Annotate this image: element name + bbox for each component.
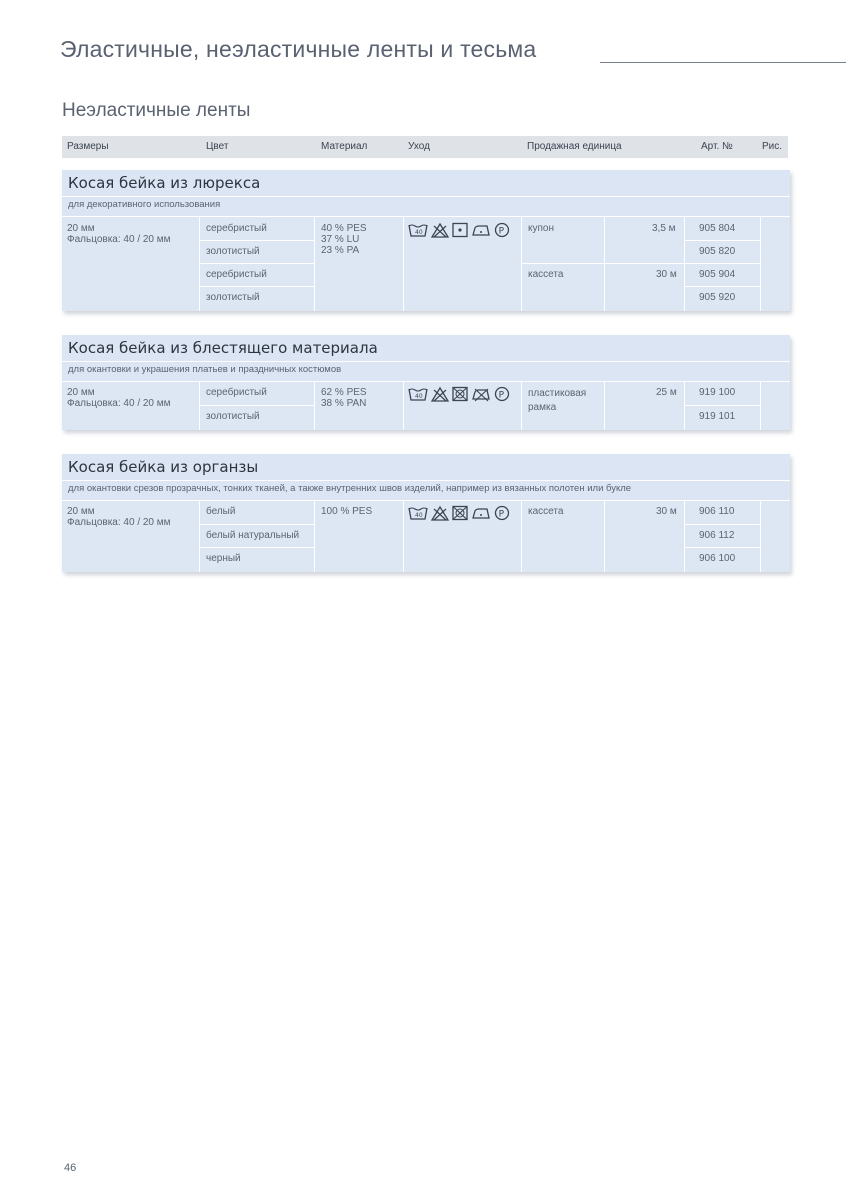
no-tumble-dry-icon xyxy=(452,505,468,521)
color-cell: серебристый xyxy=(206,387,267,398)
column-header-row xyxy=(62,136,788,158)
column-header-figure: Рис. xyxy=(762,141,783,152)
color-cell: белый xyxy=(206,506,236,517)
material-line: 62 % PES xyxy=(321,387,367,398)
sale-length: 25 м xyxy=(656,387,677,398)
no-bleach-icon xyxy=(431,505,449,521)
section-title: Неэластичные ленты xyxy=(62,100,251,121)
color-cell: серебристый xyxy=(206,223,267,234)
svg-text:P: P xyxy=(498,226,505,237)
product-title: Косая бейка из блестящего материала xyxy=(68,339,378,357)
color-cell: золотистый xyxy=(206,411,260,422)
product-subtitle: для окантовки срезов прозрачных, тонких тканей, а также внутренних швов изделий, например из вязанных полотен или букле xyxy=(62,480,790,500)
sale-unit: пластиковая рамка xyxy=(528,388,587,413)
article-number: 919 100 xyxy=(699,387,736,398)
material-line: 38 % PAN xyxy=(321,398,367,409)
sale-unit: кассета xyxy=(528,269,564,280)
article-number: 906 112 xyxy=(699,530,735,541)
fold-value: Фальцовка: 40 / 20 мм xyxy=(67,517,171,528)
product-table xyxy=(62,217,790,311)
dry-clean-p-icon xyxy=(494,386,510,402)
article-number: 906 100 xyxy=(699,553,736,564)
wash-40-icon xyxy=(408,386,428,402)
no-iron-icon xyxy=(471,386,491,402)
color-cell: золотистый xyxy=(206,292,260,303)
svg-text:P: P xyxy=(498,509,505,520)
page-number: 46 xyxy=(64,1162,77,1174)
care-symbols xyxy=(408,222,510,238)
fold-value: Фальцовка: 40 / 20 мм xyxy=(67,234,171,245)
article-number: 905 904 xyxy=(699,269,736,280)
product-header xyxy=(62,335,790,382)
product-block-organza xyxy=(62,454,790,572)
color-cell: белый натуральный xyxy=(206,530,300,541)
color-cell: черный xyxy=(206,553,241,564)
product-header xyxy=(62,170,790,217)
article-number: 906 110 xyxy=(699,506,735,517)
column-header-sale-unit: Продажная единица xyxy=(527,141,622,152)
no-tumble-dry-icon xyxy=(452,386,468,402)
tumble-dry-icon xyxy=(452,222,468,238)
product-header xyxy=(62,454,790,501)
column-header-color: Цвет xyxy=(206,141,229,152)
product-block-lurex xyxy=(62,170,790,311)
column-header-material: Материал xyxy=(321,141,368,152)
product-subtitle: для окантовки и украшения платьев и праздничных костюмов xyxy=(62,361,790,381)
no-bleach-icon xyxy=(431,222,449,238)
product-table xyxy=(62,501,790,572)
material-line: 100 % PES xyxy=(321,506,373,517)
size-value: 20 мм xyxy=(67,223,95,234)
article-number: 905 820 xyxy=(699,246,736,257)
wash-40-icon xyxy=(408,222,428,238)
size-value: 20 мм xyxy=(67,387,95,398)
svg-text:40: 40 xyxy=(415,512,423,519)
column-header-care: Уход xyxy=(408,141,430,152)
title-rule xyxy=(600,62,846,63)
size-value: 20 мм xyxy=(67,506,95,517)
sale-length: 3,5 м xyxy=(652,223,676,234)
care-symbols xyxy=(408,386,510,402)
fold-value: Фальцовка: 40 / 20 мм xyxy=(67,398,171,409)
material-line: 23 % PA xyxy=(321,245,360,256)
product-title: Косая бейка из органзы xyxy=(68,458,259,476)
product-block-shiny xyxy=(62,335,790,430)
article-number: 919 101 xyxy=(699,411,736,422)
sale-length: 30 м xyxy=(656,506,677,517)
product-table xyxy=(62,382,790,430)
iron-icon xyxy=(471,505,491,521)
dry-clean-p-icon xyxy=(494,222,510,238)
sale-length: 30 м xyxy=(656,269,677,280)
page-title: Эластичные, неэластичные ленты и тесьма xyxy=(60,36,537,62)
sale-unit: кассета xyxy=(528,506,564,517)
color-cell: золотистый xyxy=(206,246,260,257)
article-number: 905 920 xyxy=(699,292,736,303)
wash-40-icon xyxy=(408,505,428,521)
no-bleach-icon xyxy=(431,386,449,402)
material-line: 40 % PES xyxy=(321,223,367,234)
product-subtitle: для декоративного использования xyxy=(62,196,790,216)
svg-text:40: 40 xyxy=(415,229,423,236)
svg-text:P: P xyxy=(498,390,505,401)
care-symbols xyxy=(408,505,510,521)
column-header-article: Арт. № xyxy=(701,141,733,152)
product-title: Косая бейка из люрекса xyxy=(68,174,261,192)
color-cell: серебристый xyxy=(206,269,267,280)
material-line: 37 % LU xyxy=(321,234,360,245)
column-header-sizes: Размеры xyxy=(67,141,109,152)
sale-unit: купон xyxy=(528,223,554,234)
dry-clean-p-icon xyxy=(494,505,510,521)
iron-icon xyxy=(471,222,491,238)
article-number: 905 804 xyxy=(699,223,736,234)
svg-text:40: 40 xyxy=(415,393,423,400)
